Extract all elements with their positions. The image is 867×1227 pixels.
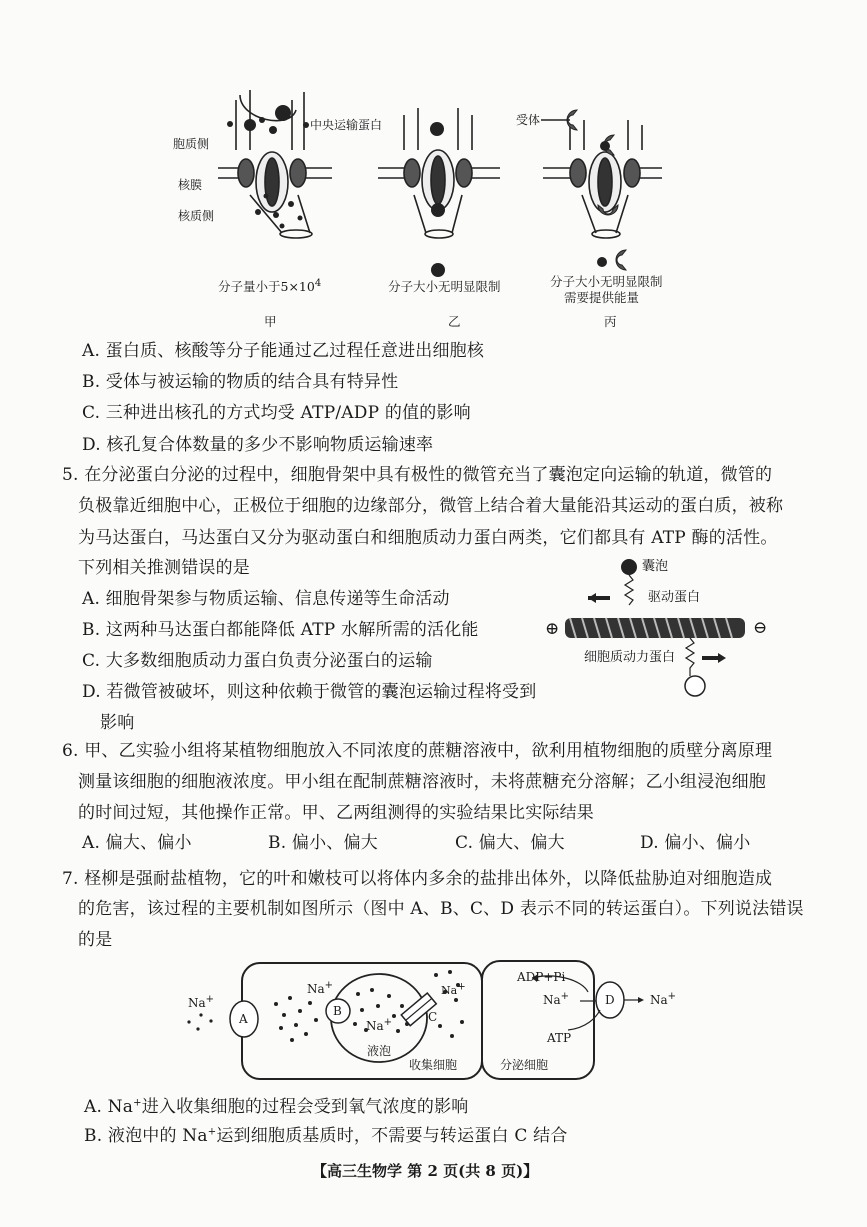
label-cytoplasm-side: 胞质侧 xyxy=(173,137,210,151)
na-secretory-label: Na+ xyxy=(543,991,570,1007)
q7-option-b: B. 液泡中的 Na+运到细胞质基质时，不需要与转运蛋白 C 结合 xyxy=(84,1126,568,1146)
na-vacuole-top-label: Na+ xyxy=(307,980,334,996)
label-kinesin: 驱动蛋白 xyxy=(648,590,701,605)
atp-label: ATP xyxy=(547,1031,572,1045)
q4-option-d: D. 核孔复合体数量的多少不影响物质运输速率 xyxy=(82,435,434,455)
label-nucleoplasm-side: 核质侧 xyxy=(178,209,215,223)
q5-stem-line3: 为马达蛋白，马达蛋白又分为驱动蛋白和细胞质动力蛋白两类，它们都具有 ATP 酶的活性。 xyxy=(78,528,778,548)
caption-yi: 分子大小无明显限制 xyxy=(388,279,501,294)
caption-bing-line1: 分子大小无明显限制 xyxy=(550,274,663,289)
transporter-b-label: B xyxy=(333,1004,342,1018)
adp-pi-label: ADP+Pi xyxy=(517,970,566,984)
q4-option-b: B. 受体与被运输的物质的结合具有特异性 xyxy=(82,372,399,392)
plus-end-symbol: ⊕ xyxy=(545,619,560,639)
na-vacuole-inside-label: Na+ xyxy=(366,1017,393,1033)
transporter-d-label: D xyxy=(605,993,615,1007)
label-central-protein: 中央运输蛋白 xyxy=(310,118,383,132)
label-vesicle: 囊泡 xyxy=(642,559,669,574)
q6-option-c: C. 偏大、偏大 xyxy=(455,833,565,853)
vacuole-label: 液泡 xyxy=(367,1044,392,1058)
minus-end-symbol: ⊖ xyxy=(753,618,768,638)
q5-option-d-line1: D. 若微管被破坏，则这种依赖于微管的囊泡运输过程将受到 xyxy=(82,682,537,702)
na-between-label: Na+ xyxy=(441,981,466,997)
q5-option-c: C. 大多数细胞质动力蛋白负责分泌蛋白的运输 xyxy=(82,651,433,671)
q7-stem-line3: 的是 xyxy=(78,930,113,950)
q5-stem-line2: 负极靠近细胞中心，正极位于细胞的边缘部分，微管上结合着大量能沿其运动的蛋白质，被称 xyxy=(78,496,784,516)
q5-option-a: A. 细胞骨架参与物质运输、信息传递等生命活动 xyxy=(82,589,450,609)
q6-option-a: A. 偏大、偏小 xyxy=(82,833,192,853)
q4-option-a: A. 蛋白质、核酸等分子能通过乙过程任意进出细胞核 xyxy=(82,341,485,361)
q6-option-d: D. 偏小、偏小 xyxy=(640,833,751,853)
q7-stem-line2: 的危害，该过程的主要机制如图所示（图中 A、B、C、D 表示不同的转运蛋白）。下列说法错误 xyxy=(78,899,804,919)
q6-option-b: B. 偏小、偏大 xyxy=(268,833,378,853)
q5-stem-line4: 下列相关推测错误的是 xyxy=(78,558,250,578)
q4-option-c: C. 三种进出核孔的方式均受 ATP/ADP 的值的影响 xyxy=(82,403,471,423)
caption-jia: 分子量小于$5\times 10^4$ xyxy=(218,277,322,294)
collecting-cell-label: 收集细胞 xyxy=(409,1058,458,1072)
page-footer: 【高三生物学 第 2 页(共 8 页)】 xyxy=(312,1162,539,1180)
secretory-cell-label: 分泌细胞 xyxy=(500,1058,549,1072)
label-nuclear-envelope: 核膜 xyxy=(178,178,203,192)
q7-option-a: A. Na+进入收集细胞的过程会受到氧气浓度的影响 xyxy=(84,1097,469,1117)
transporter-c-label: C xyxy=(428,1010,438,1024)
panel-name-yi: 乙 xyxy=(448,314,461,329)
na-outside-label: Na+ xyxy=(188,994,215,1010)
q7-stem-line1: 7. 柽柳是强耐盐植物，它的叶和嫩枝可以将体内多余的盐排出体外，以降低盐胁迫对细胞造成 xyxy=(62,869,773,889)
panel-name-jia: 甲 xyxy=(264,314,277,329)
panel-name-bing: 丙 xyxy=(604,314,617,329)
q6-stem-line1: 6. 甲、乙实验小组将某植物细胞放入不同浓度的蔗糖溶液中，欲利用植物细胞的质壁分离原理 xyxy=(62,741,773,761)
label-dynein: 细胞质动力蛋白 xyxy=(584,650,676,665)
label-receptor: 受体 xyxy=(516,113,541,127)
transporter-a-label: A xyxy=(239,1012,248,1026)
q6-stem-line3: 的时间过短，其他操作正常。甲、乙两组测得的实验结果比实际结果 xyxy=(78,803,594,823)
q6-stem-line2: 测量该细胞的细胞液浓度。甲小组在配制蔗糖溶液时，未将蔗糖充分溶解；乙小组浸泡细胞 xyxy=(78,772,766,792)
na-out-right-label: Na+ xyxy=(650,991,677,1007)
q5-option-b: B. 这两种马达蛋白都能降低 ATP 水解所需的活化能 xyxy=(82,620,479,640)
q5-option-d-line2: 影响 xyxy=(100,713,135,733)
caption-bing-line2: 需要提供能量 xyxy=(564,290,640,305)
q5-stem-line1: 5. 在分泌蛋白分泌的过程中，细胞骨架中具有极性的微管充当了囊泡定向运输的轨道，微管的 xyxy=(62,465,773,485)
